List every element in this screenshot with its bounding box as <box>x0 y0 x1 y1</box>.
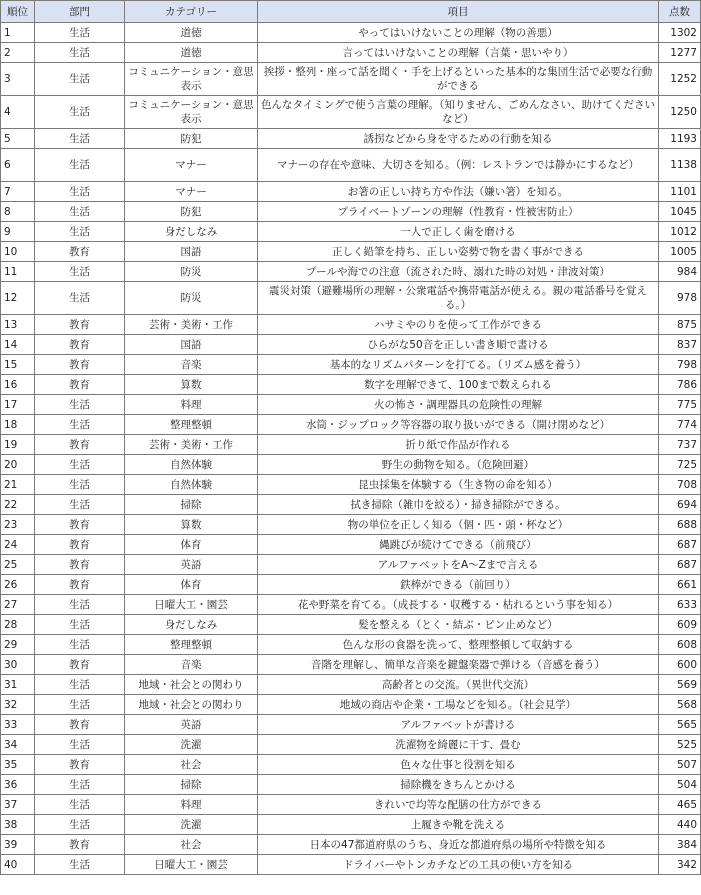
table-row <box>1 23 701 43</box>
item-cell: 音階を理解し、簡単な音楽を鍵盤楽器で弾ける（音感を養う） <box>258 655 659 675</box>
category-cell: 英語 <box>125 555 258 575</box>
points-cell: 568 <box>659 695 701 715</box>
item-cell: プールや海での注意（流された時、溺れた時の対処・津波対策） <box>258 262 659 282</box>
dept-cell: 教育 <box>35 575 125 595</box>
header-points: 点数 <box>659 1 701 23</box>
table-row <box>1 695 701 715</box>
category-cell: 料理 <box>125 795 258 815</box>
rank-cell: 15 <box>1 355 35 375</box>
table-row <box>1 775 701 795</box>
points-cell: 725 <box>659 455 701 475</box>
table-row <box>1 595 701 615</box>
table-row <box>1 355 701 375</box>
table-row <box>1 715 701 735</box>
table-row <box>1 43 701 63</box>
item-cell: 誘拐などから身を守るための行動を知る <box>258 129 659 149</box>
table-row <box>1 315 701 335</box>
dept-cell: 生活 <box>35 735 125 755</box>
item-cell: 色んな形の食器を洗って、整理整頓して収納する <box>258 635 659 655</box>
item-cell: アルファベットが書ける <box>258 715 659 735</box>
rank-cell: 29 <box>1 635 35 655</box>
points-cell: 1252 <box>659 63 701 96</box>
category-cell: 整理整頓 <box>125 635 258 655</box>
table-row <box>1 182 701 202</box>
header-category: カテゴリー <box>125 1 258 23</box>
rank-cell: 40 <box>1 855 35 875</box>
item-cell: 基本的なリズムパターンを打てる。（リズム感を養う） <box>258 355 659 375</box>
rank-cell: 32 <box>1 695 35 715</box>
header-item: 項目 <box>258 1 659 23</box>
item-cell: 地域の商店や企業・工場などを知る。（社会見学） <box>258 695 659 715</box>
header-dept: 部門 <box>35 1 125 23</box>
points-cell: 774 <box>659 415 701 435</box>
table-row <box>1 575 701 595</box>
points-cell: 569 <box>659 675 701 695</box>
dept-cell: 生活 <box>35 129 125 149</box>
points-cell: 1012 <box>659 222 701 242</box>
points-cell: 786 <box>659 375 701 395</box>
category-cell: 道徳 <box>125 43 258 63</box>
table-row <box>1 555 701 575</box>
dept-cell: 生活 <box>35 149 125 182</box>
category-cell: 社会 <box>125 835 258 855</box>
dept-cell: 生活 <box>35 475 125 495</box>
item-cell: 言ってはいけないことの理解（言葉・思いやり） <box>258 43 659 63</box>
category-cell: 音楽 <box>125 355 258 375</box>
points-cell: 875 <box>659 315 701 335</box>
points-cell: 688 <box>659 515 701 535</box>
table-row <box>1 282 701 315</box>
header-row <box>1 1 701 23</box>
item-cell: 拭き掃除（雑巾を絞る）・掃き掃除ができる。 <box>258 495 659 515</box>
category-cell: 防犯 <box>125 129 258 149</box>
category-cell: 掃除 <box>125 775 258 795</box>
points-cell: 1277 <box>659 43 701 63</box>
item-cell: 洗濯物を綺麗に干す、畳む <box>258 735 659 755</box>
points-cell: 837 <box>659 335 701 355</box>
item-cell: 一人で正しく歯を磨ける <box>258 222 659 242</box>
item-cell: 数字を理解できて、100まで数えられる <box>258 375 659 395</box>
category-cell: 社会 <box>125 755 258 775</box>
category-cell: 算数 <box>125 375 258 395</box>
rank-cell: 30 <box>1 655 35 675</box>
category-cell: 体育 <box>125 575 258 595</box>
rank-cell: 17 <box>1 395 35 415</box>
table-row <box>1 835 701 855</box>
item-cell: 昆虫採集を体験する（生き物の命を知る） <box>258 475 659 495</box>
dept-cell: 教育 <box>35 435 125 455</box>
category-cell: 国語 <box>125 242 258 262</box>
table-row <box>1 735 701 755</box>
rank-cell: 18 <box>1 415 35 435</box>
item-cell: ひらがな50音を正しい書き順で書ける <box>258 335 659 355</box>
rank-cell: 7 <box>1 182 35 202</box>
table-row <box>1 495 701 515</box>
category-cell: 芸術・美術・工作 <box>125 315 258 335</box>
points-cell: 342 <box>659 855 701 875</box>
points-cell: 633 <box>659 595 701 615</box>
rank-cell: 14 <box>1 335 35 355</box>
table-row <box>1 655 701 675</box>
dept-cell: 生活 <box>35 282 125 315</box>
dept-cell: 生活 <box>35 775 125 795</box>
category-cell: 自然体験 <box>125 455 258 475</box>
points-cell: 504 <box>659 775 701 795</box>
table-row <box>1 375 701 395</box>
points-cell: 1138 <box>659 149 701 182</box>
points-cell: 687 <box>659 555 701 575</box>
item-cell: 火の怖さ・調理器具の危険性の理解 <box>258 395 659 415</box>
table-row <box>1 475 701 495</box>
rank-cell: 36 <box>1 775 35 795</box>
table-row <box>1 202 701 222</box>
points-cell: 1045 <box>659 202 701 222</box>
points-cell: 507 <box>659 755 701 775</box>
item-cell: 色んなタイミングで使う言葉の理解。（知りません、ごめんなさい、助けてくださいなど） <box>258 96 659 129</box>
item-cell: 花や野菜を育てる。（成長する・収穫する・枯れるという事を知る） <box>258 595 659 615</box>
category-cell: 地域・社会との関わり <box>125 695 258 715</box>
points-cell: 1193 <box>659 129 701 149</box>
rank-cell: 19 <box>1 435 35 455</box>
dept-cell: 生活 <box>35 855 125 875</box>
points-cell: 440 <box>659 815 701 835</box>
category-cell: マナー <box>125 149 258 182</box>
rank-cell: 5 <box>1 129 35 149</box>
points-cell: 608 <box>659 635 701 655</box>
points-cell: 525 <box>659 735 701 755</box>
item-cell: マナーの存在や意味、大切さを知る。（例：レストランでは静かにするなど） <box>258 149 659 182</box>
points-cell: 798 <box>659 355 701 375</box>
rank-cell: 4 <box>1 96 35 129</box>
points-cell: 737 <box>659 435 701 455</box>
category-cell: コミュニケーション・意思表示 <box>125 63 258 96</box>
table-row <box>1 515 701 535</box>
table-row <box>1 795 701 815</box>
rank-cell: 11 <box>1 262 35 282</box>
dept-cell: 教育 <box>35 335 125 355</box>
dept-cell: 生活 <box>35 395 125 415</box>
table-row <box>1 675 701 695</box>
category-cell: 防災 <box>125 282 258 315</box>
points-cell: 609 <box>659 615 701 635</box>
category-cell: 算数 <box>125 515 258 535</box>
item-cell: 鉄棒ができる（前回り） <box>258 575 659 595</box>
item-cell: 色々な仕事と役割を知る <box>258 755 659 775</box>
table-row <box>1 635 701 655</box>
item-cell: やってはいけないことの理解（物の善悪） <box>258 23 659 43</box>
dept-cell: 生活 <box>35 63 125 96</box>
table-row <box>1 149 701 182</box>
category-cell: 整理整頓 <box>125 415 258 435</box>
points-cell: 775 <box>659 395 701 415</box>
points-cell: 465 <box>659 795 701 815</box>
dept-cell: 生活 <box>35 182 125 202</box>
dept-cell: 生活 <box>35 795 125 815</box>
dept-cell: 生活 <box>35 202 125 222</box>
rank-cell: 21 <box>1 475 35 495</box>
rank-cell: 1 <box>1 23 35 43</box>
rank-cell: 2 <box>1 43 35 63</box>
category-cell: 国語 <box>125 335 258 355</box>
table-body <box>1 23 701 875</box>
item-cell: 縄跳びが続けてできる（前飛び） <box>258 535 659 555</box>
dept-cell: 教育 <box>35 655 125 675</box>
table-row <box>1 455 701 475</box>
dept-cell: 生活 <box>35 615 125 635</box>
item-cell: きれいで均等な配膳の仕方ができる <box>258 795 659 815</box>
dept-cell: 教育 <box>35 715 125 735</box>
points-cell: 708 <box>659 475 701 495</box>
item-cell: 物の単位を正しく知る（個・匹・頭・杯など） <box>258 515 659 535</box>
points-cell: 694 <box>659 495 701 515</box>
points-cell: 1101 <box>659 182 701 202</box>
points-cell: 565 <box>659 715 701 735</box>
category-cell: 英語 <box>125 715 258 735</box>
dept-cell: 生活 <box>35 695 125 715</box>
category-cell: 日曜大工・園芸 <box>125 855 258 875</box>
rank-cell: 16 <box>1 375 35 395</box>
item-cell: 水筒・ジップロック等容器の取り扱いができる（開け閉めなど） <box>258 415 659 435</box>
item-cell: 日本の47都道府県のうち、身近な都道府県の場所や特徴を知る <box>258 835 659 855</box>
category-cell: 料理 <box>125 395 258 415</box>
rank-cell: 13 <box>1 315 35 335</box>
item-cell: アルファベットをA～Zまで言える <box>258 555 659 575</box>
category-cell: 芸術・美術・工作 <box>125 435 258 455</box>
category-cell: マナー <box>125 182 258 202</box>
rank-cell: 31 <box>1 675 35 695</box>
item-cell: 正しく鉛筆を持ち、正しい姿勢で物を書く事ができる <box>258 242 659 262</box>
table-row <box>1 755 701 775</box>
category-cell: 洗濯 <box>125 735 258 755</box>
category-cell: 音楽 <box>125 655 258 675</box>
rank-cell: 24 <box>1 535 35 555</box>
category-cell: 掃除 <box>125 495 258 515</box>
dept-cell: 教育 <box>35 755 125 775</box>
rank-cell: 26 <box>1 575 35 595</box>
table-row <box>1 435 701 455</box>
rank-cell: 12 <box>1 282 35 315</box>
table-row <box>1 535 701 555</box>
dept-cell: 教育 <box>35 375 125 395</box>
table-row <box>1 815 701 835</box>
points-cell: 384 <box>659 835 701 855</box>
category-cell: 防災 <box>125 262 258 282</box>
table-row <box>1 96 701 129</box>
rank-cell: 20 <box>1 455 35 475</box>
category-cell: コミュニケーション・意思表示 <box>125 96 258 129</box>
category-cell: 身だしなみ <box>125 222 258 242</box>
rank-cell: 22 <box>1 495 35 515</box>
points-cell: 687 <box>659 535 701 555</box>
dept-cell: 教育 <box>35 535 125 555</box>
table-row <box>1 129 701 149</box>
points-cell: 1250 <box>659 96 701 129</box>
points-cell: 984 <box>659 262 701 282</box>
header-rank: 順位 <box>1 1 35 23</box>
dept-cell: 生活 <box>35 415 125 435</box>
dept-cell: 生活 <box>35 675 125 695</box>
dept-cell: 教育 <box>35 315 125 335</box>
item-cell: 折り紙で作品が作れる <box>258 435 659 455</box>
dept-cell: 生活 <box>35 815 125 835</box>
item-cell: 震災対策（避難場所の理解・公衆電話や携帯電話が使える。親の電話番号を覚える。） <box>258 282 659 315</box>
points-cell: 661 <box>659 575 701 595</box>
table-row <box>1 395 701 415</box>
rank-cell: 27 <box>1 595 35 615</box>
category-cell: 防犯 <box>125 202 258 222</box>
rank-cell: 35 <box>1 755 35 775</box>
points-cell: 978 <box>659 282 701 315</box>
points-cell: 1005 <box>659 242 701 262</box>
table-row <box>1 262 701 282</box>
item-cell: ハサミやのりを使って工作ができる <box>258 315 659 335</box>
rank-cell: 39 <box>1 835 35 855</box>
item-cell: 高齢者との交流。（異世代交流） <box>258 675 659 695</box>
table-row <box>1 242 701 262</box>
table-row <box>1 63 701 96</box>
dept-cell: 生活 <box>35 635 125 655</box>
item-cell: お箸の正しい持ち方や作法（嫌い箸）を知る。 <box>258 182 659 202</box>
dept-cell: 生活 <box>35 222 125 242</box>
points-cell: 600 <box>659 655 701 675</box>
item-cell: プライベートゾーンの理解（性教育・性被害防止） <box>258 202 659 222</box>
dept-cell: 生活 <box>35 455 125 475</box>
points-cell: 1302 <box>659 23 701 43</box>
item-cell: ドライバーやトンカチなどの工具の使い方を知る <box>258 855 659 875</box>
dept-cell: 教育 <box>35 355 125 375</box>
dept-cell: 生活 <box>35 262 125 282</box>
category-cell: 道徳 <box>125 23 258 43</box>
category-cell: 日曜大工・園芸 <box>125 595 258 615</box>
rank-cell: 37 <box>1 795 35 815</box>
rank-cell: 34 <box>1 735 35 755</box>
rank-cell: 9 <box>1 222 35 242</box>
rank-cell: 33 <box>1 715 35 735</box>
category-cell: 身だしなみ <box>125 615 258 635</box>
table-row <box>1 335 701 355</box>
rank-cell: 28 <box>1 615 35 635</box>
rank-cell: 8 <box>1 202 35 222</box>
dept-cell: 教育 <box>35 555 125 575</box>
rank-cell: 23 <box>1 515 35 535</box>
table-row <box>1 222 701 242</box>
item-cell: 上履きや靴を洗える <box>258 815 659 835</box>
table-row <box>1 615 701 635</box>
item-cell: 掃除機をきちんとかける <box>258 775 659 795</box>
category-cell: 自然体験 <box>125 475 258 495</box>
dept-cell: 生活 <box>35 23 125 43</box>
category-cell: 洗濯 <box>125 815 258 835</box>
item-cell: 野生の動物を知る。（危険回避） <box>258 455 659 475</box>
item-cell: 髪を整える（とく・結ぶ・ピン止めなど） <box>258 615 659 635</box>
dept-cell: 生活 <box>35 96 125 129</box>
dept-cell: 生活 <box>35 495 125 515</box>
rank-cell: 25 <box>1 555 35 575</box>
rank-cell: 10 <box>1 242 35 262</box>
dept-cell: 教育 <box>35 835 125 855</box>
rank-cell: 38 <box>1 815 35 835</box>
dept-cell: 生活 <box>35 43 125 63</box>
dept-cell: 生活 <box>35 595 125 615</box>
rank-cell: 3 <box>1 63 35 96</box>
rank-cell: 6 <box>1 149 35 182</box>
table-row <box>1 415 701 435</box>
category-cell: 体育 <box>125 535 258 555</box>
item-cell: 挨拶・整列・座って話を聞く・手を上げるといった基本的な集団生活で必要な行動ができる <box>258 63 659 96</box>
dept-cell: 教育 <box>35 242 125 262</box>
category-cell: 地域・社会との関わり <box>125 675 258 695</box>
dept-cell: 教育 <box>35 515 125 535</box>
table-row <box>1 855 701 875</box>
